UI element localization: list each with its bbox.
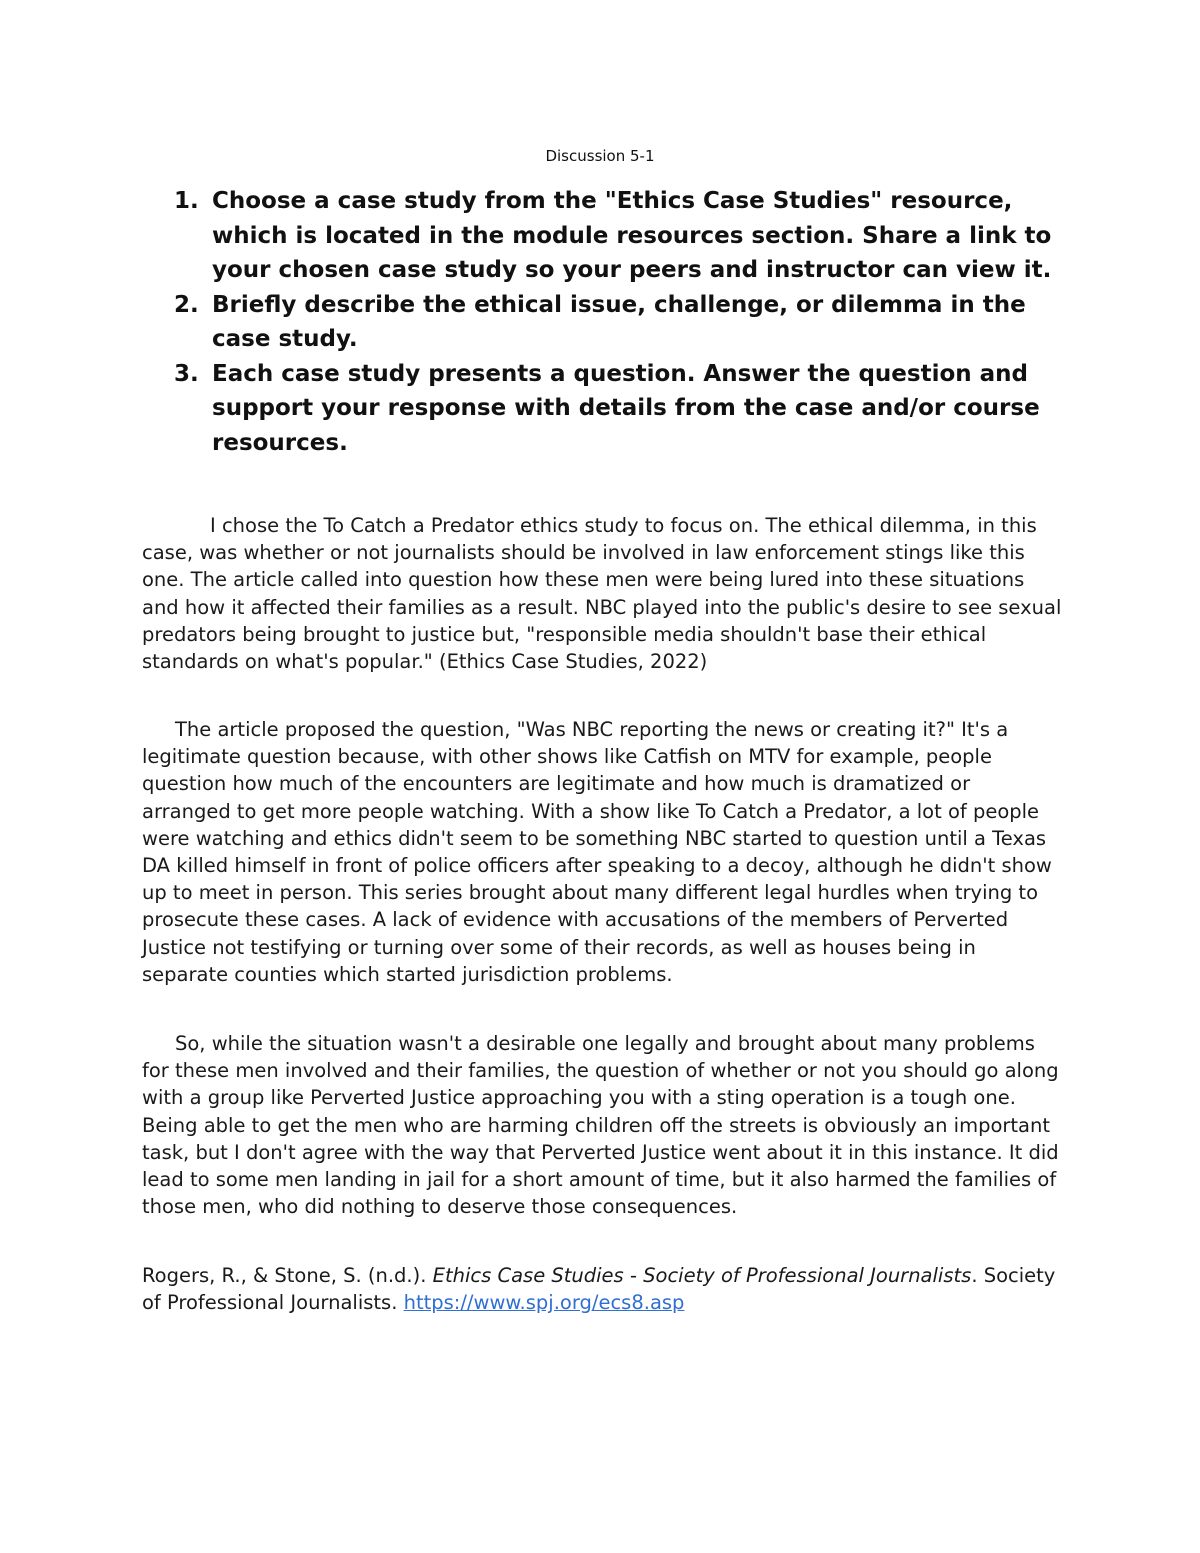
prompt-text: Each case study presents a question. Answer the question and support your response with details from the case and/or course resources. bbox=[212, 360, 1040, 456]
reference-publisher: Society of Professional Journalists. bbox=[142, 1264, 1056, 1315]
prompt-item bbox=[174, 184, 1054, 288]
paragraph-3 bbox=[142, 1030, 1062, 1220]
paragraph-2 bbox=[142, 716, 1062, 988]
reference-entry: Rogers, R., & Stone, S. (n.d.). Ethics Case Studies - Society of Professional Journalists. Society of Professional Journalists. https://www.spj.org/ecs8.asp bbox=[142, 1264, 1056, 1315]
prompt-number: 1. bbox=[174, 188, 199, 214]
paragraph-text: So, while the situation wasn't a desirable one legally and brought about many problems for these men involved and their families, the question of whether or not you should go along with a group like Perverted Justice approaching you with a sting operation is a tough one. Being able to get the men who are harming children off the streets is obviously an important task, but I don't agree with the way that Perverted Justice went about it in this instance. It did lead to some men landing in jail for a short amount of time, but it also harmed the families of those men, who did nothing to deserve those consequences. bbox=[142, 1032, 1059, 1219]
prompt-number: 2. bbox=[174, 291, 199, 318]
paragraph-text: I chose the To Catch a Predator ethics study to focus on. The ethical dilemma, in this case, was whether or not journalists should be involved in law enforcement stings like this one. The article called into question how these men were being lured into these situations and how it affected their families as a result. NBC played into the public's desire to see sexual predators being brought to justice but, "responsible media shouldn't base their ethical standards on what's popular." (Ethics Case Studies, 2022) bbox=[142, 514, 1062, 674]
prompt-text: Briefly describe the ethical issue, challenge, or dilemma in the case study. bbox=[212, 291, 1026, 352]
paragraph-text: The article proposed the question, "Was NBC reporting the news or creating it?" It's a legitimate question because, with other shows like Catfish on MTV for example, people question how much of the encounters are legitimate and how much is dramatized or arranged to get more people watching. With a show like To Catch a Predator, a lot of people were watching and ethics didn't seem to be something NBC started to question until a Texas DA killed himself in front of police officers after speaking to a decoy, although he didn't show up to meet in person. This series brought about many different legal hurdles when trying to prosecute these cases. A lack of evidence with accusations of the members of Perverted Justice not testifying or turning over some of their records, as well as houses being in separate counties which started jurisdiction problems. bbox=[142, 718, 1052, 986]
reference-title: Ethics Case Studies - Society of Professional Journalists bbox=[432, 1264, 972, 1287]
prompt-list bbox=[174, 184, 1054, 460]
reference-link[interactable]: https://www.spj.org/ecs8.asp bbox=[403, 1291, 685, 1315]
prompt-item bbox=[174, 357, 1054, 461]
reference-authors: Rogers, R., & Stone, S. (n.d.). bbox=[142, 1264, 427, 1287]
paragraph-1 bbox=[142, 512, 1062, 675]
prompt-number: 3. bbox=[174, 360, 199, 387]
prompt-text: Choose a case study from the "Ethics Case Studies" resource, which is located in the module resources section. Share a link to your chosen case study so your peers and instructor can view it. bbox=[212, 188, 1052, 283]
document-title: Discussion 5-1 bbox=[545, 147, 655, 165]
prompt-item bbox=[174, 288, 1054, 357]
